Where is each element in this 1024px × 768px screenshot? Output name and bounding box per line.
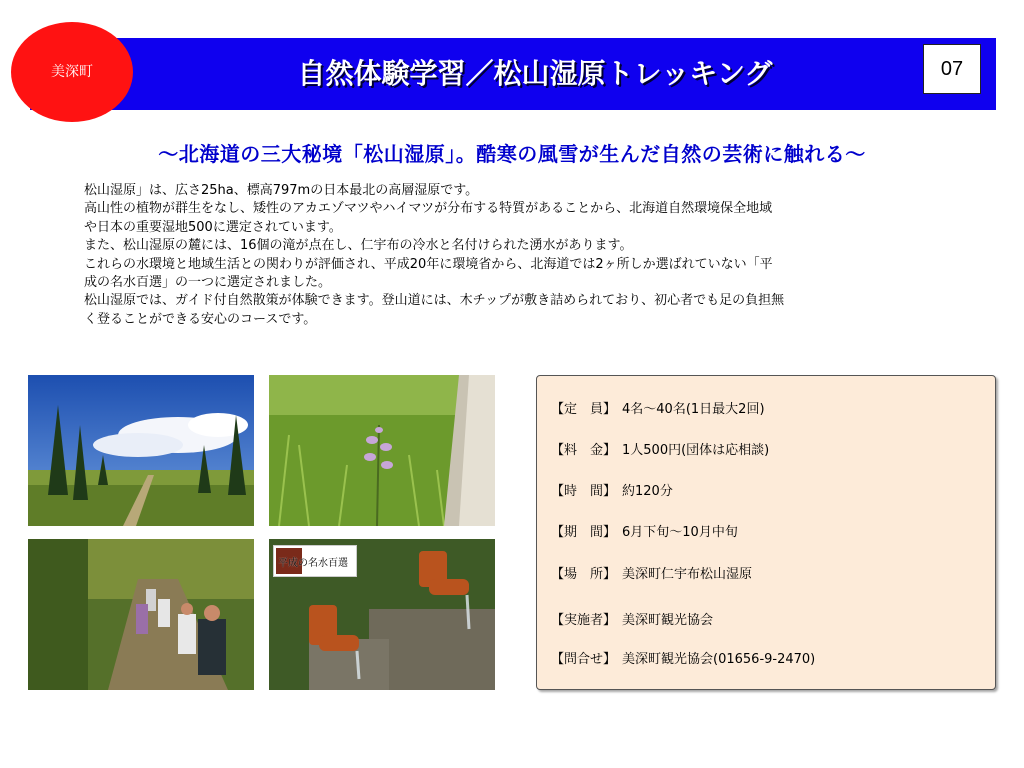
info-value: 美深町観光協会 bbox=[622, 613, 714, 628]
description-line: や日本の重要湿地500に選定されています。 bbox=[84, 219, 342, 235]
info-row-period bbox=[551, 521, 738, 540]
description-line: これらの水環境と地域生活との関わりが評価され、平成20年に環境省から、北海道では2ヶ所しか選ばれていない「平 bbox=[84, 256, 773, 272]
info-label: 【時 間】 bbox=[551, 484, 617, 499]
info-row-contact bbox=[551, 648, 815, 667]
town-badge: 美深町 bbox=[11, 22, 133, 122]
description-line: く登ることができる安心のコースです。 bbox=[84, 311, 317, 327]
info-value: 6月下旬～10月中旬 bbox=[622, 525, 738, 540]
header-bar bbox=[30, 38, 996, 110]
description-line: 成の名水百選」の一つに選定されました。 bbox=[84, 275, 332, 291]
info-label: 【実施者】 bbox=[551, 613, 617, 628]
info-label: 【場 所】 bbox=[551, 567, 617, 582]
description bbox=[84, 182, 954, 329]
meisui-logo-text: 平成の名水百選 bbox=[278, 558, 348, 569]
page-title: 自然体験学習／松山湿原トレッキング bbox=[297, 57, 773, 90]
description-line: 松山湿原では、ガイド付自然散策が体験できます。登山道には、木チップが敷き詰められており、初心者でも足の負担無 bbox=[84, 293, 785, 309]
info-row-capacity bbox=[551, 398, 765, 417]
description-line: 松山湿原」は、広さ25ha、標高797mの日本最北の高層湿原です。 bbox=[84, 183, 479, 198]
description-line: 高山性の植物が群生をなし、矮性のアカエゾマツやハイマツが分布する特質があることから、北海道自然環境保全地域 bbox=[84, 201, 773, 217]
info-label: 【定 員】 bbox=[551, 402, 617, 417]
info-row-location bbox=[551, 563, 752, 582]
info-label: 【期 間】 bbox=[551, 525, 617, 540]
wetland-trees-photo bbox=[28, 375, 254, 526]
meisui-logo bbox=[273, 545, 357, 577]
info-value: 約120分 bbox=[622, 484, 673, 499]
info-value: 美深町仁宇布松山湿原 bbox=[622, 567, 753, 582]
page-number: 07 bbox=[923, 44, 981, 94]
info-box bbox=[536, 375, 996, 690]
info-label: 【問合せ】 bbox=[551, 652, 617, 667]
info-value: 1人500円(団体は応相談) bbox=[622, 443, 770, 458]
hikers-trail-photo bbox=[28, 539, 254, 690]
spring-water-photo bbox=[269, 539, 495, 690]
info-value: 4名～40名(1日最大2回) bbox=[622, 402, 765, 417]
info-label: 【料 金】 bbox=[551, 443, 617, 458]
flower-boardwalk-photo bbox=[269, 375, 495, 526]
info-row-organizer bbox=[551, 609, 713, 628]
subtitle: ～北海道の三大秘境「松山湿原」。酷寒の風雪が生んだ自然の芸術に触れる～ bbox=[158, 142, 866, 166]
info-row-time bbox=[551, 480, 673, 499]
description-line: また、松山湿原の麓には、16個の滝が点在し、仁宇布の冷水と名付けられた湧水があります。 bbox=[84, 238, 633, 254]
info-value: 美深町観光協会(01656-9-2470) bbox=[622, 652, 816, 667]
info-row-fee bbox=[551, 439, 769, 458]
